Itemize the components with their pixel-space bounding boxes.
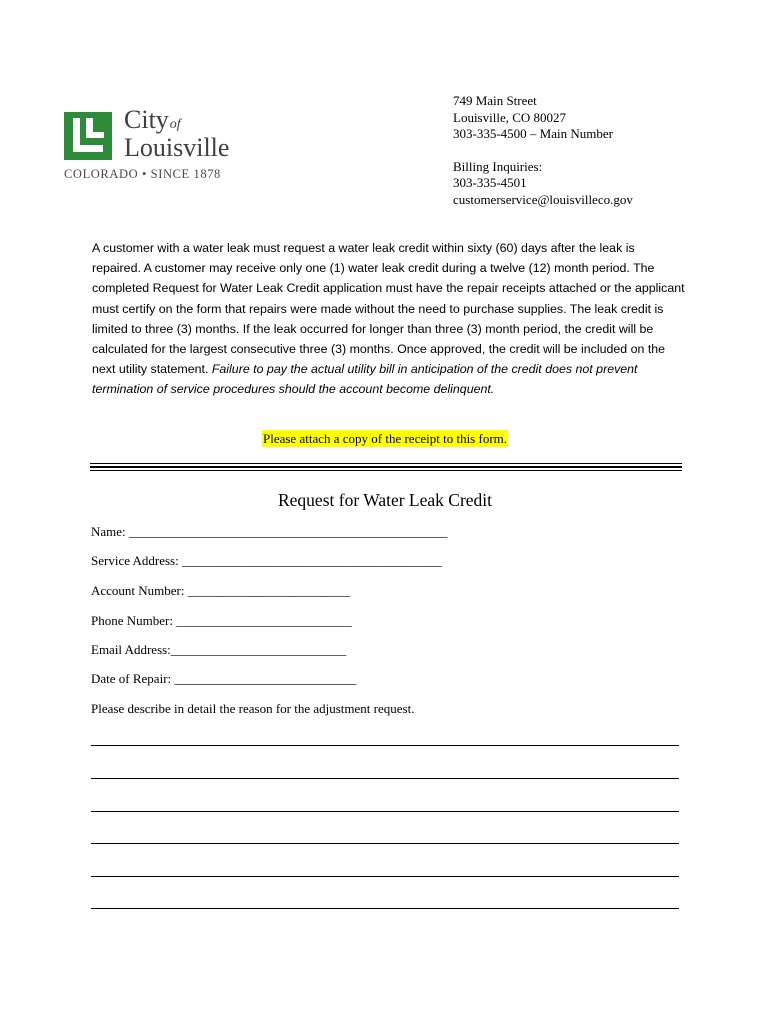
description-line[interactable] [91, 745, 679, 746]
date-of-repair-field[interactable]: Date of Repair: ____________________________ [91, 671, 357, 686]
city-logo-mark-icon [64, 112, 112, 160]
service-address-field[interactable]: Service Address: ________________________________________ [91, 553, 442, 568]
logo-tagline: COLORADO • SINCE 1878 [64, 167, 221, 181]
divider-line-bottom [90, 470, 682, 471]
billing-phone: 303-335-4501 [453, 175, 527, 190]
email-address-field[interactable]: Email Address:___________________________ [91, 642, 347, 657]
divider-line-thick [90, 466, 682, 468]
address-block [453, 93, 633, 208]
intro-paragraph [92, 238, 686, 400]
intro-warning: Failure to pay the actual utility bill in anticipation of the credit does not prevent termination of service procedures should the account become delinquent. [92, 362, 638, 397]
form-title: Request for Water Leak Credit [277, 490, 493, 510]
description-line[interactable] [91, 778, 679, 779]
billing-email[interactable]: customerservice@louisvilleco.gov [453, 191, 633, 207]
receipt-note: Please attach a copy of the receipt to this form. [262, 431, 508, 446]
address-city-state: Louisville, CO 80027 [453, 109, 567, 125]
description-line[interactable] [91, 811, 679, 812]
divider-line [90, 463, 682, 464]
logo-name-text: Louisville [124, 133, 230, 162]
description-line[interactable] [91, 843, 679, 844]
phone-number-field[interactable]: Phone Number: ___________________________ [91, 613, 352, 628]
address-main-phone: 303-335-4500 – Main Number [453, 126, 613, 141]
account-number-field[interactable]: Account Number: _________________________ [91, 583, 351, 598]
name-field[interactable]: Name: _________________________________________________ [91, 524, 448, 539]
description-line[interactable] [91, 876, 679, 877]
describe-prompt: Please describe in detail the reason for the adjustment request. [91, 701, 415, 716]
description-line[interactable] [91, 908, 679, 909]
logo-city-text: Cityof [124, 105, 181, 134]
address-street: 749 Main Street [453, 93, 537, 108]
city-logo [64, 104, 264, 184]
intro-text: A customer with a water leak must request a water leak credit within sixty (60) days after the leak is repaired. A customer may receive only one (1) water leak credit during a twelve (12) month period. The completed Request for Water Leak Credit application must have the repair receipts attached or the applicant must certify on the form that repairs were made without the need to purchase supplies. The leak credit is limited to three (3) months. If the leak occurred for longer than three (3) month period, the credit will be calculated for the largest consecutive three (3) months. Once approved, the credit will be included on the next utility statement. [92, 241, 685, 377]
billing-label: Billing Inquiries: [453, 158, 543, 174]
